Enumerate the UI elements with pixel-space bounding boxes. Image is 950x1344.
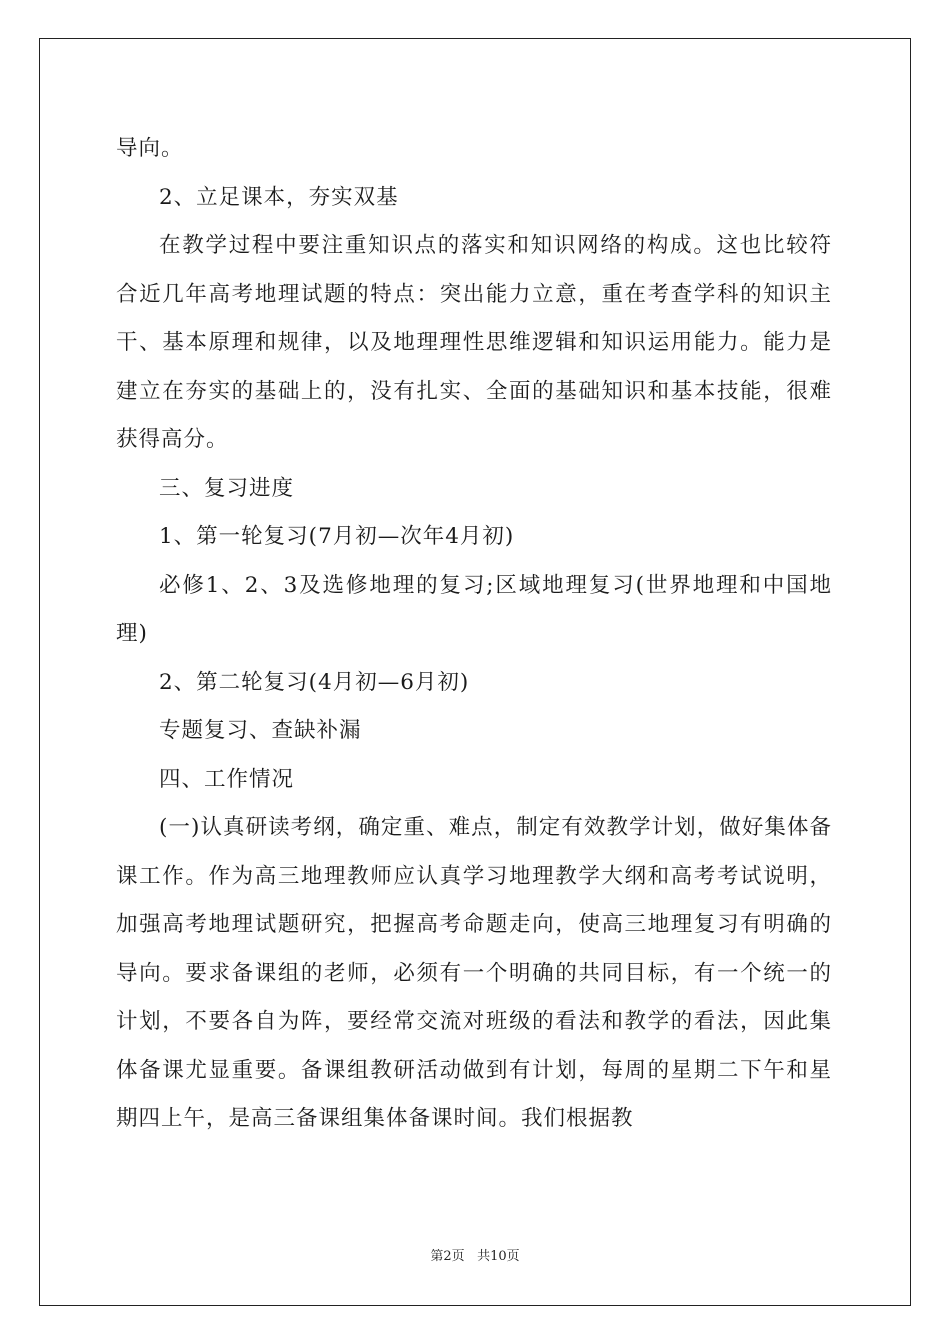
paragraph-10: (一)认真研读考纲，确定重、难点，制定有效教学计划，做好集体备课工作。作为高三地理教师应认真学习地理教学大纲和高考考试说明，加强高考地理试题研究，把握高考命题走向，使高三地理复习有明确的导向。要求备课组的老师，必须有一个明确的共同目标，有一个统一的计划，不要各自为阵，要经常交流对班级的看法和教学的看法，因此集体备课尤显重要。备课组教研活动做到有计划，每周的星期二下午和星期四上午，是高三备课组集体备课时间。我们根据教	[116, 815, 832, 1131]
paragraph-2: 2、立足课本，夯实双基	[159, 184, 399, 210]
page-footer	[0, 1245, 950, 1264]
page-number: 第2页	[430, 1249, 465, 1264]
page-total: 共10页	[477, 1249, 520, 1264]
document-body	[116, 125, 832, 1144]
paragraph-3: 在教学过程中要注重知识点的落实和知识网络的构成。这也比较符合近几年高考地理试题的特点：突出能力立意，重在考查学科的知识主干、基本原理和规律，以及地理理性思维逻辑和知识运用能力。能力是建立在夯实的基础上的，没有扎实、全面的基础知识和基本技能，很难获得高分。	[116, 233, 832, 452]
paragraph-6: 必修1、2、3及选修地理的复习;区域地理复习(世界地理和中国地理)	[116, 572, 832, 646]
paragraph-8: 专题复习、查缺补漏	[159, 718, 362, 743]
paragraph-5: 1、第一轮复习(7月初—次年4月初)	[159, 524, 515, 549]
paragraph-4: 三、复习进度	[159, 475, 295, 501]
paragraph-1: 导向。	[116, 136, 184, 161]
paragraph-7: 2、第二轮复习(4月初—6月初)	[159, 669, 470, 695]
paragraph-9: 四、工作情况	[159, 766, 295, 792]
